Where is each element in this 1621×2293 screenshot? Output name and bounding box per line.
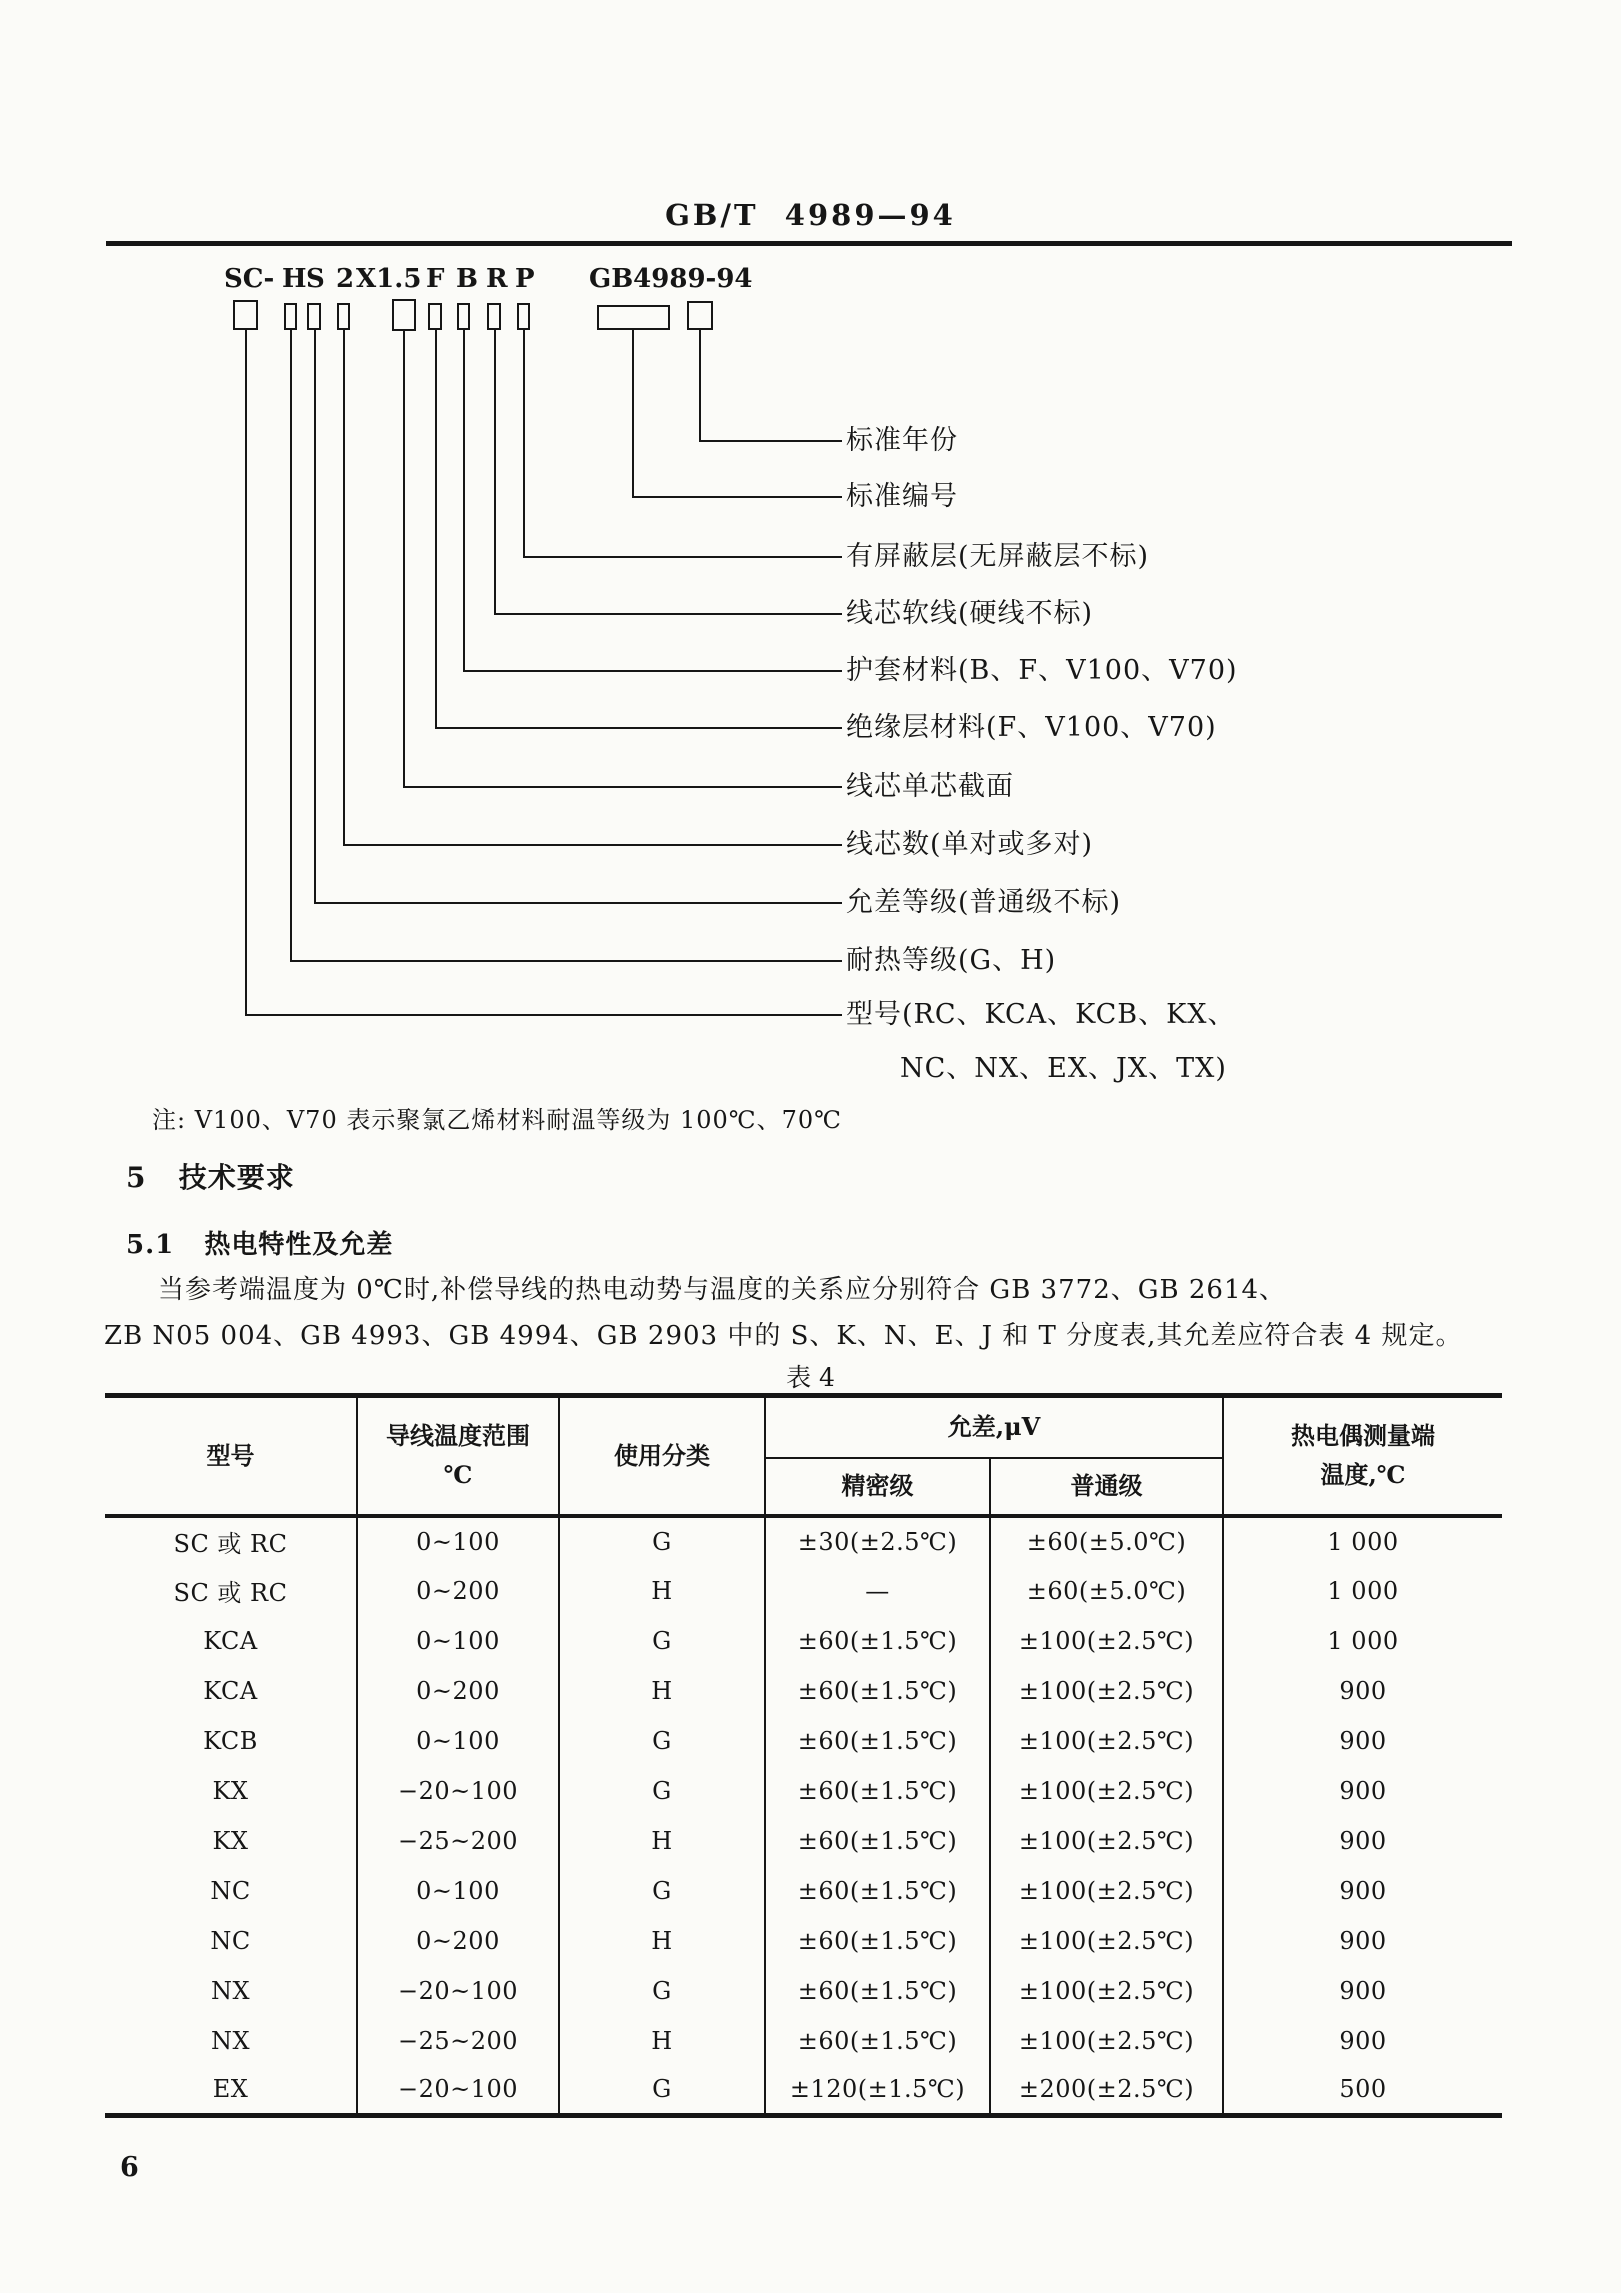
designation-code-box (487, 303, 501, 330)
cell-tolerance-precision: ±60(±1.5℃) (765, 1616, 990, 1666)
cell-measuring-end-temp: 900 (1223, 1766, 1502, 1816)
table-4-container (105, 1393, 1502, 2118)
designation-branch-label: 有屏蔽层(无屏蔽层不标) (846, 541, 1150, 572)
cell-measuring-end-temp: 500 (1223, 2066, 1502, 2116)
section-5-1-heading: 5.1 热电特性及允差 (126, 1230, 394, 1260)
col-header-temp-range-line2: ℃ (443, 1459, 473, 1489)
cell-model: NX (105, 2016, 357, 2066)
designation-branch-label: 线芯单芯截面 (846, 771, 1014, 802)
cell-usage-class: G (559, 1866, 765, 1916)
cell-measuring-end-temp: 900 (1223, 1666, 1502, 1716)
designation-code-token: F (426, 264, 445, 294)
cell-measuring-end-temp: 900 (1223, 2016, 1502, 2066)
table-row (105, 1716, 1502, 1766)
cell-temp-range: 0~100 (357, 1866, 559, 1916)
designation-code-box (307, 303, 321, 330)
table-row (105, 2016, 1502, 2066)
cell-usage-class: H (559, 1666, 765, 1716)
cell-tolerance-normal: ±100(±2.5℃) (990, 1616, 1223, 1666)
cell-temp-range: 0~100 (357, 1716, 559, 1766)
col-header-tolerance: 允差,μV (765, 1396, 1223, 1458)
designation-branch-label-line2: NC、NX、EX、JX、TX) (900, 1053, 1227, 1084)
cell-tolerance-normal: ±100(±2.5℃) (990, 1766, 1223, 1816)
section-5-heading: 5 技术要求 (126, 1161, 295, 1194)
table-row (105, 1816, 1502, 1866)
designation-code-token: 2 (336, 264, 355, 294)
cell-temp-range: 0~100 (357, 1616, 559, 1666)
table-row (105, 1666, 1502, 1716)
cell-measuring-end-temp: 1 000 (1223, 1516, 1502, 1566)
connector-line (699, 330, 842, 442)
cell-usage-class: G (559, 1766, 765, 1816)
cell-model: SC 或 RC (105, 1566, 357, 1616)
cell-tolerance-precision: ±60(±1.5℃) (765, 1816, 990, 1866)
cell-temp-range: 0~200 (357, 1666, 559, 1716)
designation-branch-label: 耐热等级(G、H) (846, 945, 1057, 976)
col-header-precision-grade: 精密级 (765, 1458, 990, 1516)
cell-measuring-end-temp: 1 000 (1223, 1566, 1502, 1616)
designation-branch-label: 绝缘层材料(F、V100、V70) (846, 712, 1217, 743)
col-header-measuring-end-temp (1223, 1396, 1502, 1516)
designation-code-token: X1.5 (356, 264, 422, 294)
cell-model: SC 或 RC (105, 1516, 357, 1566)
designation-code-token: GB4989-94 (589, 264, 753, 294)
cell-measuring-end-temp: 900 (1223, 1916, 1502, 1966)
cell-tolerance-normal: ±100(±2.5℃) (990, 1816, 1223, 1866)
designation-branch-label: 线芯数(单对或多对) (846, 829, 1094, 860)
cell-tolerance-precision: ±60(±1.5℃) (765, 1766, 990, 1816)
cell-usage-class: H (559, 2016, 765, 2066)
cell-temp-range: 0~200 (357, 1916, 559, 1966)
cell-model: KX (105, 1766, 357, 1816)
table-row (105, 1566, 1502, 1616)
cell-tolerance-precision: ±60(±1.5℃) (765, 1966, 990, 2016)
cell-tolerance-precision: ±60(±1.5℃) (765, 1666, 990, 1716)
cell-usage-class: H (559, 1566, 765, 1616)
designation-code-token: P (515, 264, 535, 294)
cell-model: EX (105, 2066, 357, 2116)
table-row (105, 1866, 1502, 1916)
table-row (105, 2066, 1502, 2116)
paragraph-line-1: 当参考端温度为 0℃时,补偿导线的热电动势与温度的关系应分别符合 GB 3772、GB 2614、 (158, 1275, 1287, 1305)
designation-code-box (517, 303, 530, 330)
col-header-temp-range-line1: 导线温度范围 (386, 1421, 530, 1451)
designation-code-box (687, 301, 713, 330)
designation-branch-label: 允差等级(普通级不标) (846, 887, 1122, 918)
designation-code-box (337, 303, 350, 330)
header-rule (106, 241, 1512, 246)
designation-branch-label: 标准年份 (846, 425, 958, 456)
table-row (105, 1916, 1502, 1966)
designation-branch-label: 线芯软线(硬线不标) (846, 598, 1094, 629)
col-header-temp-range (357, 1396, 559, 1516)
cell-temp-range: 0~200 (357, 1566, 559, 1616)
cell-temp-range: −25~200 (357, 1816, 559, 1866)
cell-tolerance-precision: ±60(±1.5℃) (765, 2016, 990, 2066)
cell-usage-class: G (559, 1966, 765, 2016)
cell-measuring-end-temp: 900 (1223, 1966, 1502, 2016)
designation-code-token: S (306, 264, 325, 294)
cell-temp-range: −20~100 (357, 2066, 559, 2116)
cell-tolerance-precision: — (765, 1566, 990, 1616)
designation-code-box (597, 305, 670, 330)
cell-model: NX (105, 1966, 357, 2016)
cell-model: KCA (105, 1616, 357, 1666)
designation-code-token: SC- (224, 264, 275, 294)
cell-usage-class: H (559, 1916, 765, 1966)
cell-tolerance-normal: ±200(±2.5℃) (990, 2066, 1223, 2116)
table-row (105, 1766, 1502, 1816)
cell-usage-class: G (559, 1716, 765, 1766)
col-header-model: 型号 (105, 1396, 357, 1516)
cell-tolerance-normal: ±100(±2.5℃) (990, 1666, 1223, 1716)
designation-branch-label: 标准编号 (846, 481, 958, 512)
cell-usage-class: G (559, 2066, 765, 2116)
page-number: 6 (120, 2152, 139, 2183)
diagram-note: 注: V100、V70 表示聚氯乙烯材料耐温等级为 100℃、70℃ (152, 1106, 843, 1134)
cell-tolerance-precision: ±60(±1.5℃) (765, 1716, 990, 1766)
table-4 (105, 1393, 1502, 2118)
cell-measuring-end-temp: 900 (1223, 1816, 1502, 1866)
cell-temp-range: 0~100 (357, 1516, 559, 1566)
cell-usage-class: G (559, 1516, 765, 1566)
cell-measuring-end-temp: 900 (1223, 1716, 1502, 1766)
designation-code-box (428, 303, 442, 330)
designation-branch-label: 型号(RC、KCA、KCB、KX、 (846, 999, 1236, 1030)
cell-temp-range: −20~100 (357, 1966, 559, 2016)
doc-code-header: GB/T 4989—94 (665, 198, 956, 232)
cell-tolerance-normal: ±100(±2.5℃) (990, 1866, 1223, 1916)
paragraph-line-2: ZB N05 004、GB 4993、GB 4994、GB 2903 中的 S、K、N、E、J 和 T 分度表,其允差应符合表 4 规定。 (104, 1321, 1463, 1351)
table-row (105, 1616, 1502, 1666)
table-header (105, 1396, 1502, 1516)
cell-tolerance-normal: ±60(±5.0℃) (990, 1516, 1223, 1566)
designation-branch-label: 护套材料(B、F、V100、V70) (846, 655, 1238, 686)
cell-temp-range: −20~100 (357, 1766, 559, 1816)
col-header-measuring-end-line2: 温度,℃ (1320, 1459, 1406, 1489)
cell-model: NC (105, 1866, 357, 1916)
cell-usage-class: H (559, 1816, 765, 1866)
cell-tolerance-precision: ±60(±1.5℃) (765, 1866, 990, 1916)
cell-tolerance-precision: ±120(±1.5℃) (765, 2066, 990, 2116)
designation-code-box (284, 303, 297, 330)
designation-code-token: B (456, 264, 478, 294)
cell-model: KX (105, 1816, 357, 1866)
cell-tolerance-normal: ±60(±5.0℃) (990, 1566, 1223, 1616)
designation-code-box (457, 303, 470, 330)
cell-tolerance-normal: ±100(±2.5℃) (990, 1916, 1223, 1966)
table-body (105, 1516, 1502, 2116)
designation-code-box (233, 300, 258, 330)
col-header-usage-class: 使用分类 (559, 1396, 765, 1516)
col-header-normal-grade: 普通级 (990, 1458, 1223, 1516)
cell-model: NC (105, 1916, 357, 1966)
col-header-measuring-end-line1: 热电偶测量端 (1291, 1421, 1436, 1451)
cell-tolerance-precision: ±60(±1.5℃) (765, 1916, 990, 1966)
table-caption: 表 4 (786, 1363, 835, 1392)
cell-tolerance-normal: ±100(±2.5℃) (990, 2016, 1223, 2066)
cell-tolerance-normal: ±100(±2.5℃) (990, 1716, 1223, 1766)
designation-code-token: R (486, 264, 508, 294)
cell-model: KCB (105, 1716, 357, 1766)
cell-measuring-end-temp: 900 (1223, 1866, 1502, 1916)
cell-tolerance-precision: ±30(±2.5℃) (765, 1516, 990, 1566)
table-row (105, 1516, 1502, 1566)
table-row (105, 1966, 1502, 2016)
cell-temp-range: −25~200 (357, 2016, 559, 2066)
cell-model: KCA (105, 1666, 357, 1716)
designation-code-box (392, 299, 416, 331)
cell-tolerance-normal: ±100(±2.5℃) (990, 1966, 1223, 2016)
designation-code-token: H (282, 264, 307, 294)
cell-measuring-end-temp: 1 000 (1223, 1616, 1502, 1666)
cell-usage-class: G (559, 1616, 765, 1666)
